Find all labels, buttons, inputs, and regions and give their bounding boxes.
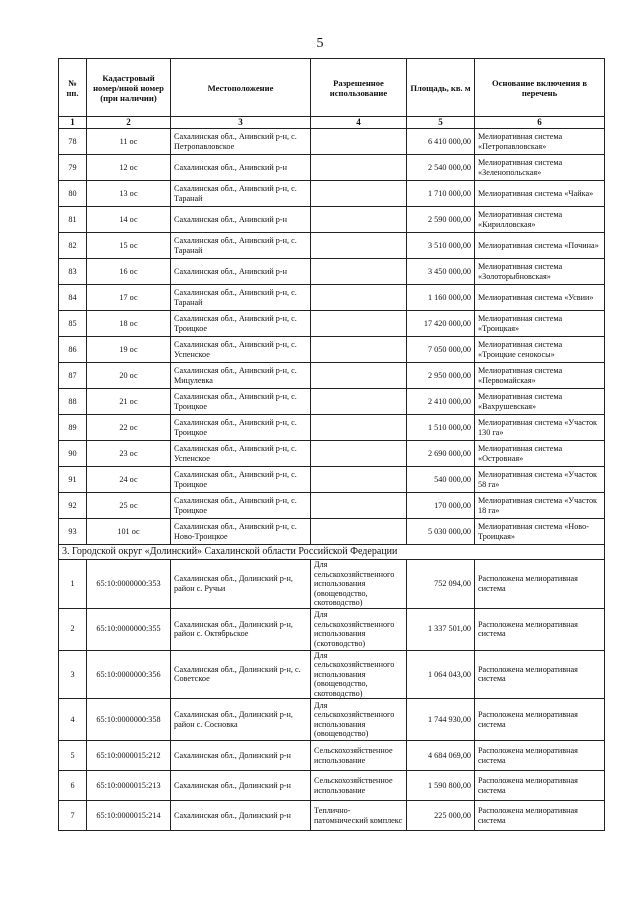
- cell-basis: Мелиоративная система «Вахрушевская»: [475, 389, 605, 415]
- cell-area: 1 590 800,00: [407, 771, 475, 801]
- cell-area: 3 450 000,00: [407, 259, 475, 285]
- header-number: № пп.: [59, 59, 87, 117]
- cell-number: 5: [59, 741, 87, 771]
- cell-cadastral: 21 ос: [87, 389, 171, 415]
- table-header-row: [59, 59, 605, 117]
- cell-cadastral: 15 ос: [87, 233, 171, 259]
- table-row: [59, 259, 605, 285]
- cell-area: 1 744 930,00: [407, 699, 475, 741]
- cell-area: 1 064 043,00: [407, 650, 475, 699]
- cell-area: 2 410 000,00: [407, 389, 475, 415]
- table-row: [59, 650, 605, 699]
- cell-cadastral: 25 ос: [87, 493, 171, 519]
- cell-number: 2: [59, 608, 87, 650]
- cell-area: 2 690 000,00: [407, 441, 475, 467]
- cell-basis: Мелиоративная система «Чайка»: [475, 181, 605, 207]
- cell-cadastral: 24 ос: [87, 467, 171, 493]
- cell-area: 6 410 000,00: [407, 129, 475, 155]
- cell-basis: Мелиоративная система «Троицкая»: [475, 311, 605, 337]
- cell-number: 89: [59, 415, 87, 441]
- cell-basis: Расположена мелиоративная система: [475, 608, 605, 650]
- cell-area: 7 050 000,00: [407, 337, 475, 363]
- table-row: [59, 741, 605, 771]
- cell-location: Сахалинская обл., Анивский р-н, с. Троицкое: [171, 493, 311, 519]
- table-row: [59, 415, 605, 441]
- cell-area: 2 950 000,00: [407, 363, 475, 389]
- cell-permitted-use: [311, 519, 407, 545]
- cell-basis: Мелиоративная система «Зеленопольская»: [475, 155, 605, 181]
- cell-basis: Расположена мелиоративная система: [475, 699, 605, 741]
- cell-permitted-use: [311, 337, 407, 363]
- cell-permitted-use: Тепличнo-пaтoмнический комплекс: [311, 801, 407, 831]
- cell-area: 2 590 000,00: [407, 207, 475, 233]
- cell-permitted-use: [311, 207, 407, 233]
- cell-basis: Расположена мелиоративная система: [475, 560, 605, 609]
- table-row: [59, 129, 605, 155]
- cell-number: 79: [59, 155, 87, 181]
- cell-number: 88: [59, 389, 87, 415]
- cell-cadastral: 11 ос: [87, 129, 171, 155]
- cell-location: Сахалинская обл., Анивский р-н, с. Троицкое: [171, 467, 311, 493]
- cell-location: Сахалинская обл., Долинский р-н, район с. Сосновка: [171, 699, 311, 741]
- cell-cadastral: 14 ос: [87, 207, 171, 233]
- header-permitted-use: Разрешенное использование: [311, 59, 407, 117]
- cell-basis: Мелиоративная система «Петропавловская»: [475, 129, 605, 155]
- cell-cadastral: 13 ос: [87, 181, 171, 207]
- table-row: [59, 207, 605, 233]
- cell-permitted-use: [311, 285, 407, 311]
- cell-number: 6: [59, 771, 87, 801]
- cell-number: 82: [59, 233, 87, 259]
- cell-number: 3: [59, 650, 87, 699]
- cell-location: Сахалинская обл., Анивский р-н, с. Ново-Троицкое: [171, 519, 311, 545]
- column-index: 2: [87, 117, 171, 129]
- cell-cadastral: 17 ос: [87, 285, 171, 311]
- header-area: Площадь, кв. м: [407, 59, 475, 117]
- cell-number: 81: [59, 207, 87, 233]
- land-plots-table: [58, 58, 605, 831]
- table-row: [59, 560, 605, 609]
- cell-basis: Мелиоративная система «Троицкие сенокосы»: [475, 337, 605, 363]
- cell-permitted-use: [311, 259, 407, 285]
- table-row: [59, 363, 605, 389]
- cell-permitted-use: Для сельскохозяйственного использования (овощеводство): [311, 699, 407, 741]
- cell-basis: Мелиоративная система «Первомайская»: [475, 363, 605, 389]
- cell-location: Сахалинская обл., Анивский р-н, с. Успенское: [171, 337, 311, 363]
- cell-number: 90: [59, 441, 87, 467]
- cell-permitted-use: Для сельскохозяйственного использования (скотоводство): [311, 608, 407, 650]
- table-row: [59, 441, 605, 467]
- cell-location: Сахалинская обл., Анивский р-н, с. Троицкое: [171, 415, 311, 441]
- header-location: Местоположение: [171, 59, 311, 117]
- cell-cadastral: 65:10:0000000:353: [87, 560, 171, 609]
- cell-area: 170 000,00: [407, 493, 475, 519]
- cell-permitted-use: Для сельскохозяйственного использования (овощеводство, скотоводство): [311, 650, 407, 699]
- cell-basis: Расположена мелиоративная система: [475, 801, 605, 831]
- table-row: [59, 467, 605, 493]
- cell-cadastral: 101 ос: [87, 519, 171, 545]
- cell-permitted-use: Сельскохозяйственное использование: [311, 771, 407, 801]
- cell-location: Сахалинская обл., Долинский р-н, с. Советское: [171, 650, 311, 699]
- cell-cadastral: 65:10:0000015:214: [87, 801, 171, 831]
- cell-area: 225 000,00: [407, 801, 475, 831]
- cell-area: 4 684 069,00: [407, 741, 475, 771]
- column-index: 3: [171, 117, 311, 129]
- cell-area: 752 094,00: [407, 560, 475, 609]
- table-body-anivsky: [59, 129, 605, 545]
- cell-number: 84: [59, 285, 87, 311]
- cell-cadastral: 22 ос: [87, 415, 171, 441]
- table-row: [59, 181, 605, 207]
- cell-basis: Расположена мелиоративная система: [475, 771, 605, 801]
- table-row: [59, 608, 605, 650]
- cell-basis: Мелиоративная система «Кирилловская»: [475, 207, 605, 233]
- column-index: 4: [311, 117, 407, 129]
- cell-area: 5 030 000,00: [407, 519, 475, 545]
- cell-location: Сахалинская обл., Анивский р-н: [171, 155, 311, 181]
- page-number: 5: [316, 36, 324, 51]
- cell-permitted-use: [311, 389, 407, 415]
- cell-cadastral: 19 ос: [87, 337, 171, 363]
- cell-basis: Мелиоративная система «Участок 18 га»: [475, 493, 605, 519]
- header-basis: Основание включения в перечень: [475, 59, 605, 117]
- table-row: [59, 699, 605, 741]
- cell-cadastral: 23 ос: [87, 441, 171, 467]
- column-index: 6: [475, 117, 605, 129]
- cell-basis: Мелиоративная система «Почина»: [475, 233, 605, 259]
- section-row: [59, 545, 605, 560]
- cell-number: 7: [59, 801, 87, 831]
- cell-location: Сахалинская обл., Долинский р-н, район с. Октябрьское: [171, 608, 311, 650]
- cell-area: 1 510 000,00: [407, 415, 475, 441]
- cell-area: 1 337 501,00: [407, 608, 475, 650]
- header-cadastral: Кадастровый номер/иной номер (при наличии): [87, 59, 171, 117]
- cell-location: Сахалинская обл., Анивский р-н, с. Таранай: [171, 181, 311, 207]
- table-row: [59, 771, 605, 801]
- cell-number: 83: [59, 259, 87, 285]
- cell-permitted-use: Для сельскохозяйственного использования (овощеводство, скотоводство): [311, 560, 407, 609]
- cell-location: Сахалинская обл., Анивский р-н, с. Успенское: [171, 441, 311, 467]
- cell-location: Сахалинская обл., Анивский р-н, с. Троицкое: [171, 311, 311, 337]
- cell-basis: Мелиоративная система «Участок 130 га»: [475, 415, 605, 441]
- cell-cadastral: 18 ос: [87, 311, 171, 337]
- cell-number: 87: [59, 363, 87, 389]
- cell-basis: Мелиоративная система «Золоторыбновская»: [475, 259, 605, 285]
- cell-area: 540 000,00: [407, 467, 475, 493]
- cell-cadastral: 12 ос: [87, 155, 171, 181]
- table-body-dolinsky: [59, 560, 605, 831]
- cell-location: Сахалинская обл., Анивский р-н, с. Таранай: [171, 285, 311, 311]
- cell-permitted-use: [311, 233, 407, 259]
- table-row: [59, 519, 605, 545]
- cell-cadastral: 16 ос: [87, 259, 171, 285]
- cell-permitted-use: [311, 181, 407, 207]
- column-index: 1: [59, 117, 87, 129]
- cell-permitted-use: Сельскохозяйственное использование: [311, 741, 407, 771]
- cell-number: 78: [59, 129, 87, 155]
- cell-permitted-use: [311, 415, 407, 441]
- cell-number: 4: [59, 699, 87, 741]
- table-row: [59, 311, 605, 337]
- cell-cadastral: 65:10:0000015:212: [87, 741, 171, 771]
- cell-basis: Расположена мелиоративная система: [475, 650, 605, 699]
- cell-location: Сахалинская обл., Анивский р-н: [171, 207, 311, 233]
- cell-area: 3 510 000,00: [407, 233, 475, 259]
- table-row: [59, 389, 605, 415]
- cell-location: Сахалинская обл., Анивский р-н, с. Мицулевка: [171, 363, 311, 389]
- cell-permitted-use: [311, 129, 407, 155]
- cell-cadastral: 65:10:0000015:213: [87, 771, 171, 801]
- cell-cadastral: 65:10:0000000:355: [87, 608, 171, 650]
- cell-number: 92: [59, 493, 87, 519]
- section-dolinsky: [59, 545, 605, 560]
- cell-number: 86: [59, 337, 87, 363]
- cell-permitted-use: [311, 441, 407, 467]
- cell-permitted-use: [311, 311, 407, 337]
- cell-basis: Расположена мелиоративная система: [475, 741, 605, 771]
- cell-number: 93: [59, 519, 87, 545]
- cell-location: Сахалинская обл., Анивский р-н: [171, 259, 311, 285]
- cell-area: 1 710 000,00: [407, 181, 475, 207]
- cell-basis: Мелиоративная система «Участок 58 га»: [475, 467, 605, 493]
- column-index-row: [59, 117, 605, 129]
- cell-location: Сахалинская обл., Долинский р-н, район с. Ручьи: [171, 560, 311, 609]
- section-title: 3. Городской округ «Долинский» Сахалинской области Российской Федерации: [59, 545, 605, 560]
- cell-number: 91: [59, 467, 87, 493]
- cell-location: Сахалинская обл., Долинский р-н: [171, 771, 311, 801]
- cell-number: 85: [59, 311, 87, 337]
- table-row: [59, 233, 605, 259]
- cell-location: Сахалинская обл., Анивский р-н, с. Таранай: [171, 233, 311, 259]
- cell-basis: Мелиоративная система «Ново-Троицкая»: [475, 519, 605, 545]
- table-row: [59, 155, 605, 181]
- cell-location: Сахалинская обл., Долинский р-н: [171, 801, 311, 831]
- table-row: [59, 493, 605, 519]
- cell-permitted-use: [311, 363, 407, 389]
- table-row: [59, 801, 605, 831]
- cell-location: Сахалинская обл., Анивский р-н, с. Петропавловское: [171, 129, 311, 155]
- cell-basis: Мелиоративная система «Усвии»: [475, 285, 605, 311]
- table-row: [59, 337, 605, 363]
- cell-area: 17 420 000,00: [407, 311, 475, 337]
- cell-number: 1: [59, 560, 87, 609]
- cell-cadastral: 20 ос: [87, 363, 171, 389]
- cell-location: Сахалинская обл., Долинский р-н: [171, 741, 311, 771]
- cell-permitted-use: [311, 467, 407, 493]
- cell-basis: Мелиоративная система «Островная»: [475, 441, 605, 467]
- cell-permitted-use: [311, 493, 407, 519]
- cell-permitted-use: [311, 155, 407, 181]
- table-row: [59, 285, 605, 311]
- cell-area: 2 540 000,00: [407, 155, 475, 181]
- column-index: 5: [407, 117, 475, 129]
- cell-cadastral: 65:10:0000000:356: [87, 650, 171, 699]
- cell-number: 80: [59, 181, 87, 207]
- cell-location: Сахалинская обл., Анивский р-н, с. Троицкое: [171, 389, 311, 415]
- cell-cadastral: 65:10:0000000:358: [87, 699, 171, 741]
- cell-area: 1 160 000,00: [407, 285, 475, 311]
